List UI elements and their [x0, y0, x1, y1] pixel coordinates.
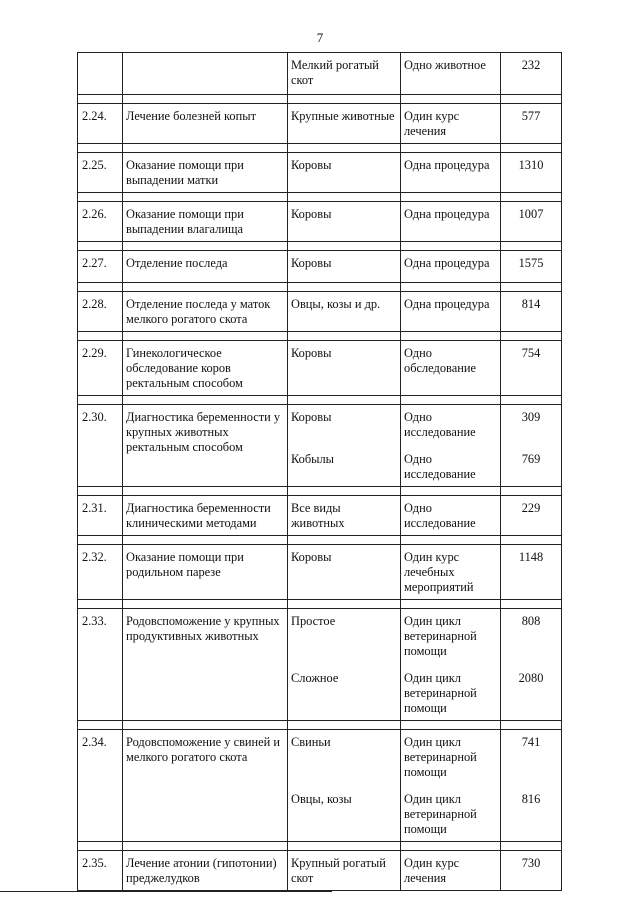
animal-cell [288, 202, 401, 242]
price-cell [501, 341, 562, 396]
price-table [77, 52, 562, 891]
animal-type: Коровы [291, 158, 332, 172]
row-separator [78, 842, 562, 851]
row-number [78, 53, 123, 95]
animal-cell [288, 292, 401, 332]
service-name: Отделение последа [123, 251, 288, 283]
table-row [78, 496, 562, 536]
unit-cell [401, 341, 501, 396]
row-separator [78, 283, 562, 292]
animal-cell [288, 545, 401, 600]
price-cell [501, 153, 562, 193]
row-number: 2.33. [78, 609, 123, 721]
row-number: 2.24. [78, 104, 123, 144]
row-separator [78, 95, 562, 104]
row-number: 2.30. [78, 405, 123, 487]
animal-type: Овцы, козы [291, 792, 352, 806]
service-name: Диагностика беременности клиническими методами [123, 496, 288, 536]
unit-cell [401, 496, 501, 536]
price-cell [501, 202, 562, 242]
footer-rule [0, 891, 332, 892]
unit-of-service: Один цикл ветеринарной помощи [404, 614, 477, 658]
service-name: Отделение последа у маток мелкого рогатого скота [123, 292, 288, 332]
row-number: 2.29. [78, 341, 123, 396]
table-row [78, 202, 562, 242]
row-separator [78, 721, 562, 730]
price-cell [501, 53, 562, 95]
unit-of-service: Одно исследование [404, 501, 476, 530]
price-value: 808 [521, 614, 541, 628]
unit-of-service: Одно обследование [404, 346, 476, 375]
unit-cell [401, 405, 501, 487]
animal-type: Коровы [291, 207, 332, 221]
price-value: 814 [521, 297, 541, 311]
table-row [78, 851, 562, 891]
row-separator [78, 332, 562, 341]
row-separator [78, 193, 562, 202]
unit-of-service: Одно животное [404, 58, 486, 72]
price-cell [501, 104, 562, 144]
service-name [123, 53, 288, 95]
table-row [78, 292, 562, 332]
unit-of-service: Одно исследование [404, 410, 476, 439]
animal-cell [288, 851, 401, 891]
unit-cell [401, 609, 501, 721]
unit-cell [401, 545, 501, 600]
animal-cell [288, 341, 401, 396]
service-name: Родовспоможение у свиней и мелкого рогатого скота [123, 730, 288, 842]
animal-cell [288, 251, 401, 283]
price-value: 1148 [518, 550, 544, 564]
table-row [78, 104, 562, 144]
animal-type: Коровы [291, 550, 332, 564]
animal-type: Коровы [291, 346, 332, 360]
animal-type: Мелкий рогатый скот [291, 58, 379, 87]
service-name: Родовспоможение у крупных продуктивных животных [123, 609, 288, 721]
row-number: 2.25. [78, 153, 123, 193]
service-name: Лечение атонии (гипотонии) преджелудков [123, 851, 288, 891]
row-number: 2.31. [78, 496, 123, 536]
animal-cell [288, 405, 401, 487]
price-cell [501, 496, 562, 536]
price-cell [501, 251, 562, 283]
row-number: 2.35. [78, 851, 123, 891]
animal-cell [288, 153, 401, 193]
unit-cell [401, 292, 501, 332]
animal-type: Сложное [291, 671, 339, 685]
unit-cell [401, 104, 501, 144]
price-value: 769 [521, 452, 541, 466]
unit-of-service: Одно исследование [404, 452, 476, 481]
row-number: 2.32. [78, 545, 123, 600]
animal-cell [288, 730, 401, 842]
row-number: 2.34. [78, 730, 123, 842]
unit-of-service: Одна процедура [404, 158, 490, 172]
row-separator [78, 396, 562, 405]
animal-type: Крупный рогатый скот [291, 856, 386, 885]
unit-cell [401, 851, 501, 891]
unit-cell [401, 730, 501, 842]
price-cell [501, 405, 562, 487]
price-value: 1575 [518, 256, 544, 270]
animal-type: Овцы, козы и др. [291, 297, 381, 311]
service-name: Гинекологическое обследование коров ректальным способом [123, 341, 288, 396]
row-number: 2.27. [78, 251, 123, 283]
service-name: Оказание помощи при выпадении матки [123, 153, 288, 193]
price-value: 2080 [518, 671, 544, 685]
animal-type: Коровы [291, 410, 332, 424]
animal-cell [288, 609, 401, 721]
table-row [78, 609, 562, 721]
price-value: 1310 [518, 158, 544, 172]
price-value: 730 [521, 856, 541, 870]
unit-of-service: Один курс лечебных мероприятий [404, 550, 474, 594]
animal-type: Крупные животные [291, 109, 395, 123]
price-value: 577 [521, 109, 541, 123]
animal-cell [288, 496, 401, 536]
row-separator [78, 536, 562, 545]
price-cell [501, 730, 562, 842]
unit-of-service: Один курс лечения [404, 856, 460, 885]
animal-type: Свиньи [291, 735, 331, 749]
table-row [78, 53, 562, 95]
animal-type: Все виды животных [291, 501, 345, 530]
price-cell [501, 545, 562, 600]
service-name: Лечение болезней копыт [123, 104, 288, 144]
price-value: 1007 [518, 207, 544, 221]
unit-cell [401, 251, 501, 283]
unit-of-service: Один курс лечения [404, 109, 460, 138]
page-number: 7 [316, 30, 324, 45]
row-separator [78, 600, 562, 609]
price-cell [501, 851, 562, 891]
price-value: 754 [521, 346, 541, 360]
price-value: 229 [521, 501, 541, 515]
animal-type: Коровы [291, 256, 332, 270]
unit-of-service: Один цикл ветеринарной помощи [404, 792, 477, 836]
unit-of-service: Один цикл ветеринарной помощи [404, 671, 477, 715]
unit-of-service: Одна процедура [404, 207, 490, 221]
unit-cell [401, 202, 501, 242]
animal-type: Кобылы [291, 452, 334, 466]
table-row [78, 341, 562, 396]
price-cell [501, 292, 562, 332]
unit-cell [401, 53, 501, 95]
price-cell [501, 609, 562, 721]
row-separator [78, 487, 562, 496]
table-row [78, 405, 562, 487]
service-name: Оказание помощи при выпадении влагалища [123, 202, 288, 242]
price-value: 309 [521, 410, 541, 424]
row-separator [78, 242, 562, 251]
price-value: 816 [521, 792, 541, 806]
animal-cell [288, 104, 401, 144]
unit-of-service: Один цикл ветеринарной помощи [404, 735, 477, 779]
price-value: 741 [521, 735, 541, 749]
animal-cell [288, 53, 401, 95]
unit-cell [401, 153, 501, 193]
table-row [78, 730, 562, 842]
service-name: Диагностика беременности у крупных животных ректальным способом [123, 405, 288, 487]
table-row [78, 251, 562, 283]
service-name: Оказание помощи при родильном парезе [123, 545, 288, 600]
price-value: 232 [521, 58, 541, 72]
table-row [78, 153, 562, 193]
unit-of-service: Одна процедура [404, 256, 490, 270]
table-row [78, 545, 562, 600]
row-number: 2.28. [78, 292, 123, 332]
row-separator [78, 144, 562, 153]
row-number: 2.26. [78, 202, 123, 242]
unit-of-service: Одна процедура [404, 297, 490, 311]
animal-type: Простое [291, 614, 336, 628]
